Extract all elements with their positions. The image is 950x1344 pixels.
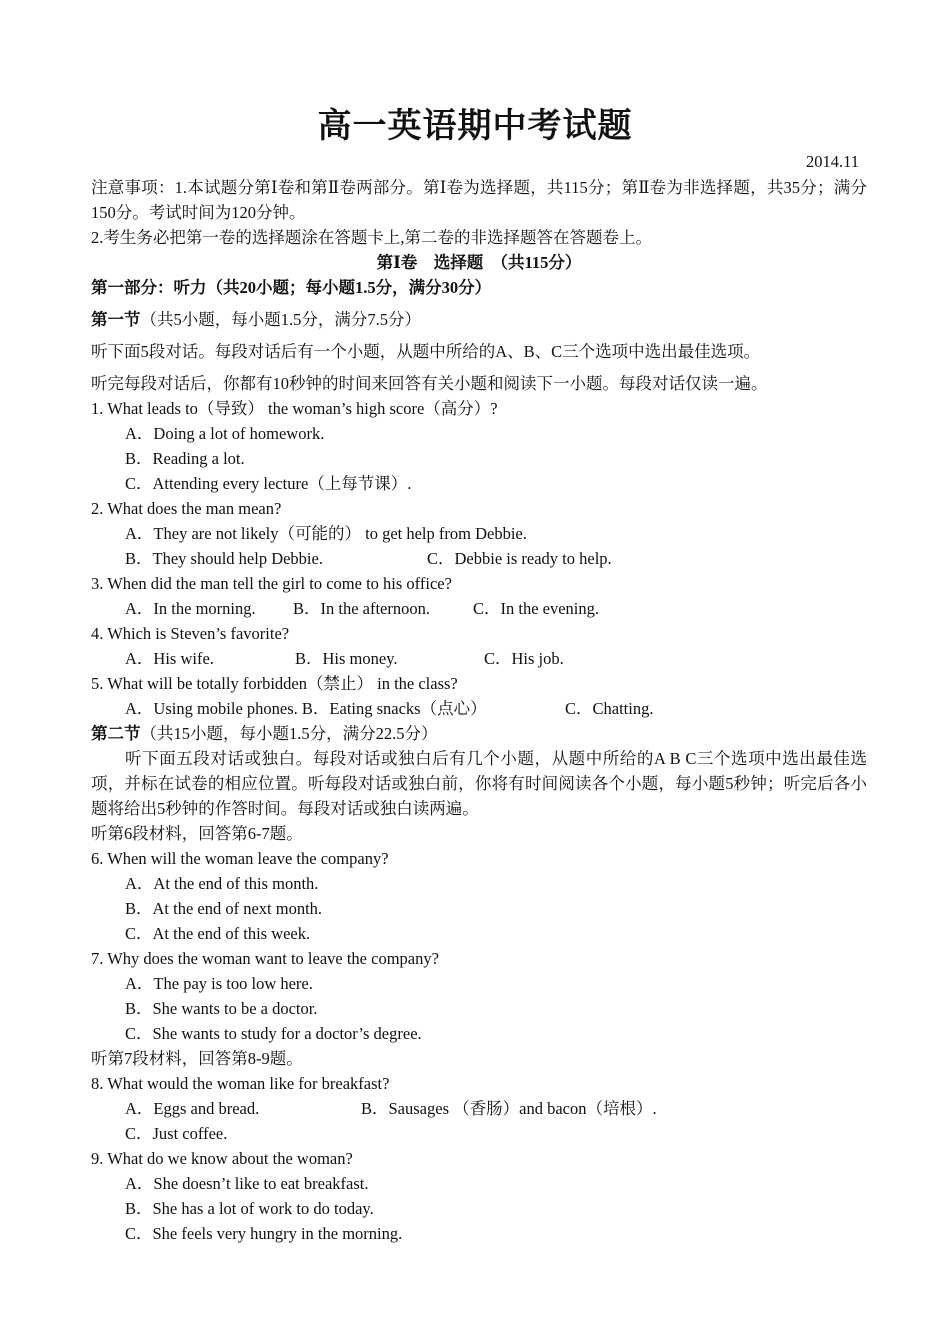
question-6: 6. When will the woman leave the company? [91, 849, 389, 868]
q4-option-a: A．His wife. [125, 649, 214, 668]
section2-instruction: 听下面五段对话或独白。每段对话或独白后有几个小题，从题中所给的A B C三个选项中选出最佳选项，并标在试卷的相应位置。听每段对话或独白前，你将有时间阅读各个小题，每小题5秒钟；听完后各小题将给出5秒钟的作答时间。每段对话或独白读两遍。 [91, 749, 867, 818]
q5-option-c: C．Chatting. [565, 699, 654, 718]
section2-scoring: （共15小题，每小题1.5分，满分22.5分） [140, 724, 438, 743]
question-7: 7. Why does the woman want to leave the company? [91, 949, 439, 968]
q3-option-c: C．In the evening. [473, 599, 600, 618]
q1-option-c: C．Attending every lecture（上每节课）. [125, 474, 412, 493]
q6-option-c: C．At the end of this week. [125, 924, 311, 943]
q1-option-a: A．Doing a lot of homework. [125, 424, 325, 443]
material-7-note: 听第7段材料，回答第8-9题。 [91, 1049, 303, 1068]
q9-option-b: B．She has a lot of work to do today. [125, 1199, 374, 1218]
exam-body [91, 175, 867, 1246]
exam-title: 高一英语期中考试题 [317, 108, 633, 145]
q3-option-b: B．In the afternoon. [293, 599, 431, 618]
section1-scoring: （共5小题，每小题1.5分，满分7.5分） [140, 310, 421, 329]
q9-option-c: C．She feels very hungry in the morning. [125, 1224, 403, 1243]
question-5: 5. What will be totally forbidden（禁止） in the class? [91, 674, 458, 693]
q7-option-c: C．She wants to study for a doctor’s degree. [125, 1024, 422, 1043]
volume1-heading: 第Ⅰ卷 选择题 （共115分） [376, 253, 582, 272]
material-6-note: 听第6段材料，回答第6-7题。 [91, 824, 303, 843]
q6-option-b: B．At the end of next month. [125, 899, 323, 918]
q5-options-row [91, 696, 867, 721]
q3-options-row [91, 596, 867, 621]
question-3: 3. When did the man tell the girl to come to his office? [91, 574, 452, 593]
section1-instruction-2: 听完每段对话后，你都有10秒钟的时间来回答有关小题和阅读下一小题。每段对话仅读一遍。 [91, 374, 768, 393]
question-4: 4. Which is Steven’s favorite? [91, 624, 290, 643]
q8-option-a: A．Eggs and bread. [125, 1099, 260, 1118]
q8-option-c: C．Just coffee. [125, 1124, 228, 1143]
section1-heading [91, 307, 867, 332]
section2-heading [91, 721, 867, 746]
q8-options-row [91, 1096, 867, 1121]
q2-option-a: A．They are not likely（可能的） to get help from Debbie. [125, 524, 527, 543]
question-8: 8. What would the woman like for breakfast? [91, 1074, 390, 1093]
q6-option-a: A．At the end of this month. [125, 874, 319, 893]
q1-option-b: B．Reading a lot. [125, 449, 245, 468]
part1-heading: 第一部分：听力（共20小题；每小题1.5分，满分30分） [91, 278, 492, 297]
q4-option-b: B．His money. [295, 649, 398, 668]
q7-option-a: A．The pay is too low here. [125, 974, 313, 993]
notice-line-1: 注意事项：1.本试题分第Ⅰ卷和第Ⅱ卷两部分。第Ⅰ卷为选择题，共115分；第Ⅱ卷为非选择题，共35分；满分150分。考试时间为120分钟。 [91, 178, 867, 222]
question-1: 1. What leads to（导致） the woman’s high score（高分）? [91, 399, 498, 418]
section1-instruction-1: 听下面5段对话。每段对话后有一个小题，从题中所给的A、B、C三个选项中选出最佳选项。 [91, 342, 761, 361]
question-2: 2. What does the man mean? [91, 499, 282, 518]
exam-date: 2014.11 [805, 152, 859, 171]
q8-option-b: B．Sausages （香肠）and bacon（培根）. [361, 1099, 657, 1118]
q3-option-a: A．In the morning. [125, 599, 256, 618]
section1-label: 第一节 [91, 310, 141, 329]
q4-option-c: C．His job. [484, 649, 564, 668]
notice-line-2: 2.考生务必把第一卷的选择题涂在答题卡上,第二卷的非选择题答在答题卷上。 [91, 228, 652, 247]
q5-option-ab: A．Using mobile phones. B．Eating snacks（点心） [125, 699, 487, 718]
q4-options-row [91, 646, 867, 671]
q2-option-c: C．Debbie is ready to help. [427, 549, 612, 568]
q7-option-b: B．She wants to be a doctor. [125, 999, 318, 1018]
q2-options-row [91, 546, 867, 571]
section2-label: 第二节 [91, 724, 141, 743]
q9-option-a: A．She doesn’t like to eat breakfast. [125, 1174, 369, 1193]
question-9: 9. What do we know about the woman? [91, 1149, 353, 1168]
q2-option-b: B．They should help Debbie. [125, 549, 323, 568]
